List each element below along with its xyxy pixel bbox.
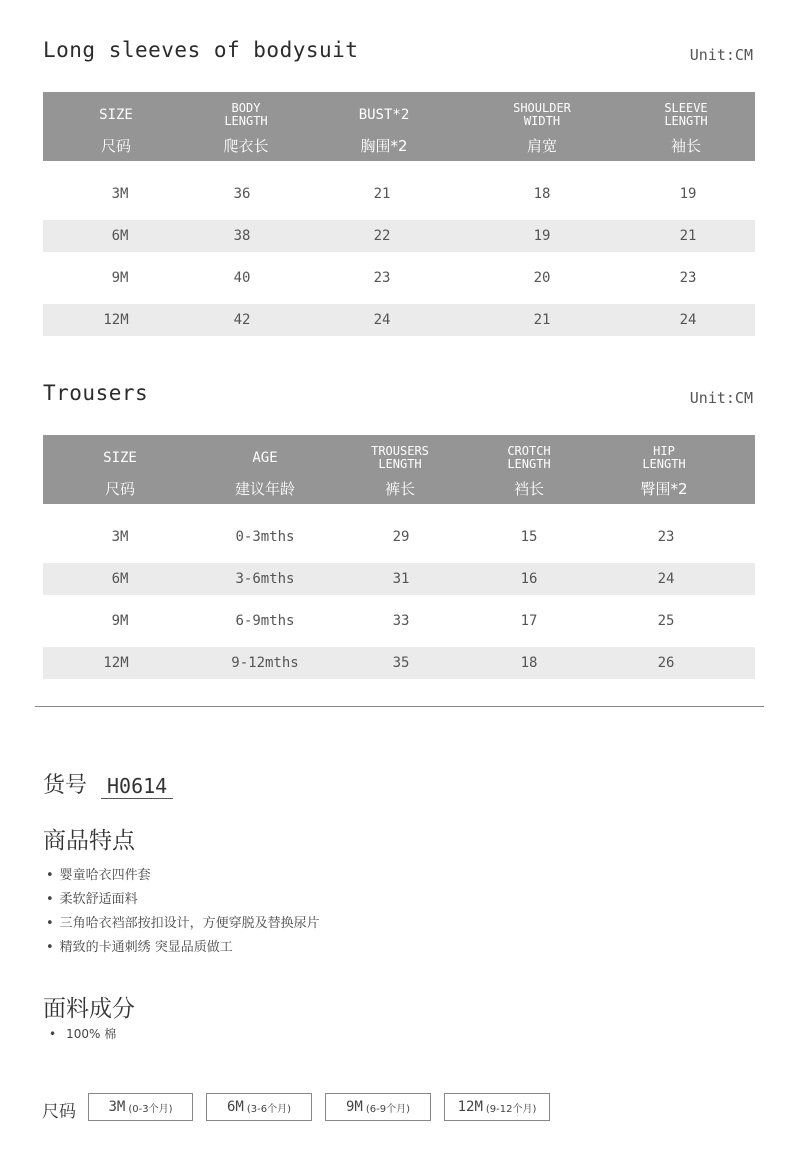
cell: 23: [373, 270, 391, 286]
cell: 38: [233, 228, 251, 244]
features-title: 商品特点: [43, 828, 135, 854]
cell: 9M: [111, 270, 129, 286]
cell: 35: [392, 655, 410, 671]
header-en: SLEEVE LENGTH: [664, 101, 708, 128]
header-en: SIZE: [99, 106, 133, 123]
cell: 18: [520, 655, 538, 671]
table-row: [43, 563, 755, 595]
header-en: TROUSERS LENGTH: [371, 444, 429, 471]
cell: 3-6mths: [235, 571, 295, 587]
cell: 17: [520, 613, 538, 629]
header-age: [200, 435, 330, 504]
size-chip-size: 12M: [457, 1099, 483, 1115]
table-header: [43, 435, 755, 504]
header-zh: 臀围*2: [640, 480, 688, 498]
header-en: SHOULDER WIDTH: [513, 101, 571, 128]
size-chip-size: 3M: [108, 1099, 126, 1115]
header-en: HIP LENGTH: [642, 444, 686, 471]
header-bust: [319, 92, 449, 161]
trousers-unit: Unit:CM: [689, 389, 753, 407]
table-row: [43, 220, 755, 252]
size-chip-size: 6M: [227, 1099, 244, 1115]
cell: 9M: [111, 613, 129, 629]
sizes-label: 尺码: [42, 1102, 76, 1122]
bodysuit-unit: Unit:CM: [689, 46, 753, 64]
features-list: [46, 864, 320, 960]
header-zh: 建议年龄: [234, 480, 295, 498]
table-row: [43, 304, 755, 336]
sku-value: H0614: [101, 774, 173, 799]
cell: 18: [533, 186, 551, 202]
cell: 20: [533, 270, 551, 286]
header-crotch-length: [464, 435, 594, 504]
list-item: • 婴童哈衣四件套: [46, 864, 320, 888]
cell: 24: [657, 571, 675, 587]
cell: 0-3mths: [235, 529, 295, 545]
section-divider: [35, 706, 764, 707]
trousers-size-table: [43, 435, 755, 679]
cell: 19: [679, 186, 697, 202]
table-row: [43, 178, 755, 210]
bodysuit-title: Long sleeves of bodysuit: [43, 38, 359, 62]
header-sleeve-length: [621, 92, 751, 161]
header-zh: 尺码: [104, 480, 135, 498]
list-item: • 三角哈衣裆部按扣设计，方便穿脱及替换尿片: [46, 912, 320, 936]
cell: 24: [373, 312, 391, 328]
table-row: [43, 521, 755, 553]
header-zh: 尺码: [100, 137, 131, 155]
cell: 24: [679, 312, 697, 328]
header-en: CROTCH LENGTH: [507, 444, 551, 471]
header-zh: 肩宽: [526, 137, 557, 155]
size-chip-6m[interactable]: [206, 1093, 312, 1121]
cell: 6M: [111, 571, 129, 587]
cell: 15: [520, 529, 538, 545]
cell: 23: [679, 270, 697, 286]
cell: 42: [233, 312, 251, 328]
size-chip-age: (3-6个月): [246, 1103, 291, 1115]
header-size: [55, 435, 185, 504]
header-trousers-length: [335, 435, 465, 504]
cell: 23: [657, 529, 675, 545]
sku-label: 货号: [43, 773, 88, 798]
cell: 9-12mths: [231, 655, 299, 671]
cell: 36: [233, 186, 251, 202]
table-row: [43, 605, 755, 637]
table-row: [43, 647, 755, 679]
header-size: [51, 92, 181, 161]
header-en: SIZE: [103, 449, 137, 466]
header-zh: 袖长: [670, 137, 701, 155]
cell: 16: [520, 571, 538, 587]
cell: 25: [657, 613, 675, 629]
cell: 12M: [103, 312, 129, 328]
table-header: [43, 92, 755, 161]
cell: 33: [392, 613, 410, 629]
header-zh: 裆长: [513, 480, 544, 498]
header-en: BUST*2: [358, 106, 410, 123]
cell: 31: [392, 571, 410, 587]
cell: 29: [392, 529, 410, 545]
cell: 26: [657, 655, 675, 671]
cell: 3M: [111, 529, 129, 545]
header-body-length: [181, 92, 311, 161]
cell: 19: [533, 228, 551, 244]
fabric-title: 面料成分: [43, 996, 135, 1022]
size-chip-size: 9M: [346, 1099, 363, 1115]
header-hip-length: [599, 435, 729, 504]
cell: 6M: [111, 228, 129, 244]
header-zh: 爬衣长: [223, 137, 269, 155]
bodysuit-size-table: [43, 92, 755, 336]
header-shoulder-width: [477, 92, 607, 161]
size-chip-age: (0-3个月): [128, 1103, 173, 1115]
size-chip-9m[interactable]: [325, 1093, 431, 1121]
cell: 40: [233, 270, 251, 286]
header-en: AGE: [252, 449, 278, 466]
size-chip-12m[interactable]: [444, 1093, 550, 1121]
cell: 21: [373, 186, 391, 202]
list-item: • 柔软舒适面料: [46, 888, 320, 912]
size-chip-age: (6-9个月): [365, 1103, 410, 1115]
cell: 21: [533, 312, 551, 328]
trousers-title: Trousers: [43, 381, 149, 405]
cell: 6-9mths: [235, 613, 295, 629]
fabric-composition: • 100% 棉: [49, 1025, 116, 1042]
cell: 3M: [111, 186, 129, 202]
cell: 22: [373, 228, 391, 244]
cell: 21: [679, 228, 697, 244]
list-item: • 精致的卡通刺绣 突显品质做工: [46, 936, 320, 960]
table-row: [43, 262, 755, 294]
header-zh: 胸围*2: [360, 137, 408, 155]
size-chip-age: (9-12个月): [485, 1103, 537, 1115]
cell: 12M: [103, 655, 129, 671]
header-zh: 裤长: [384, 480, 415, 498]
sku-row: [43, 768, 173, 799]
size-chip-3m[interactable]: [88, 1093, 193, 1121]
header-en: BODY LENGTH: [224, 101, 268, 128]
